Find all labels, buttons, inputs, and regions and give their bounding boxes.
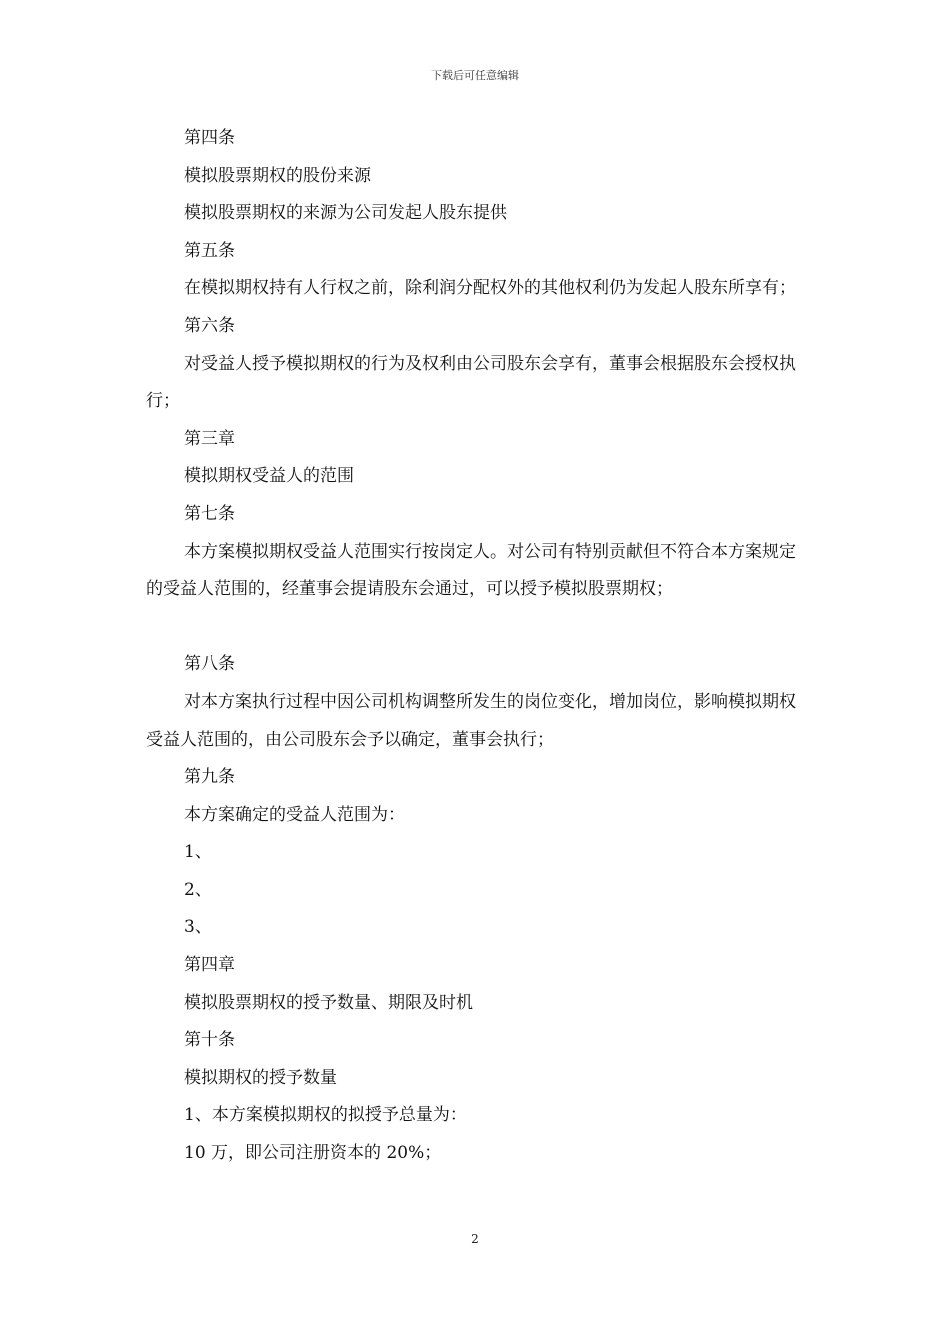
header-note: 下载后可任意编辑	[431, 69, 519, 82]
list-item: 1、	[184, 842, 212, 863]
article-4-title: 模拟股票期权的股份来源	[184, 165, 371, 186]
article-4-text: 模拟股票期权的来源为公司发起人股东提供	[184, 203, 507, 224]
chapter-3-heading: 第三章	[184, 428, 235, 449]
article-9-heading: 第九条	[184, 767, 235, 788]
list-item: 3、	[184, 917, 212, 938]
document-body	[146, 120, 806, 1173]
article-8-heading: 第八条	[184, 654, 235, 675]
article-10-item-1-value: 10 万，即公司注册资本的 20%；	[184, 1143, 442, 1164]
chapter-4-heading: 第四章	[184, 955, 235, 976]
page-number: 2	[471, 1232, 479, 1246]
article-10-heading: 第十条	[184, 1030, 235, 1051]
article-5-heading: 第五条	[184, 240, 235, 261]
article-4-heading: 第四条	[184, 128, 235, 148]
article-8-text: 对本方案执行过程中因公司机构调整所发生的岗位变化，增加岗位，影响模拟期权受益人范围的，由公司股东会予以确定，董事会执行；	[146, 691, 796, 750]
article-9-text: 本方案确定的受益人范围为：	[184, 804, 405, 825]
article-6-heading: 第六条	[184, 315, 235, 336]
article-6-text: 对受益人授予模拟期权的行为及权利由公司股东会享有，董事会根据股东会授权执行；	[146, 353, 796, 412]
article-7-heading: 第七条	[184, 503, 235, 524]
article-5-text: 在模拟期权持有人行权之前，除利润分配权外的其他权利仍为发起人股东所享有；	[184, 278, 796, 299]
list-item: 2、	[184, 879, 212, 900]
chapter-3-title: 模拟期权受益人的范围	[184, 466, 354, 487]
article-7-text: 本方案模拟期权受益人范围实行按岗定人。对公司有特别贡献但不符合本方案规定的受益人范围的，经董事会提请股东会通过，可以授予模拟股票期权；	[146, 541, 796, 600]
chapter-4-title: 模拟股票期权的授予数量、期限及时机	[184, 992, 473, 1013]
article-10-item-1: 1、本方案模拟期权的拟授予总量为：	[184, 1105, 467, 1126]
article-10-title: 模拟期权的授予数量	[184, 1067, 337, 1088]
blank-line	[146, 609, 806, 647]
